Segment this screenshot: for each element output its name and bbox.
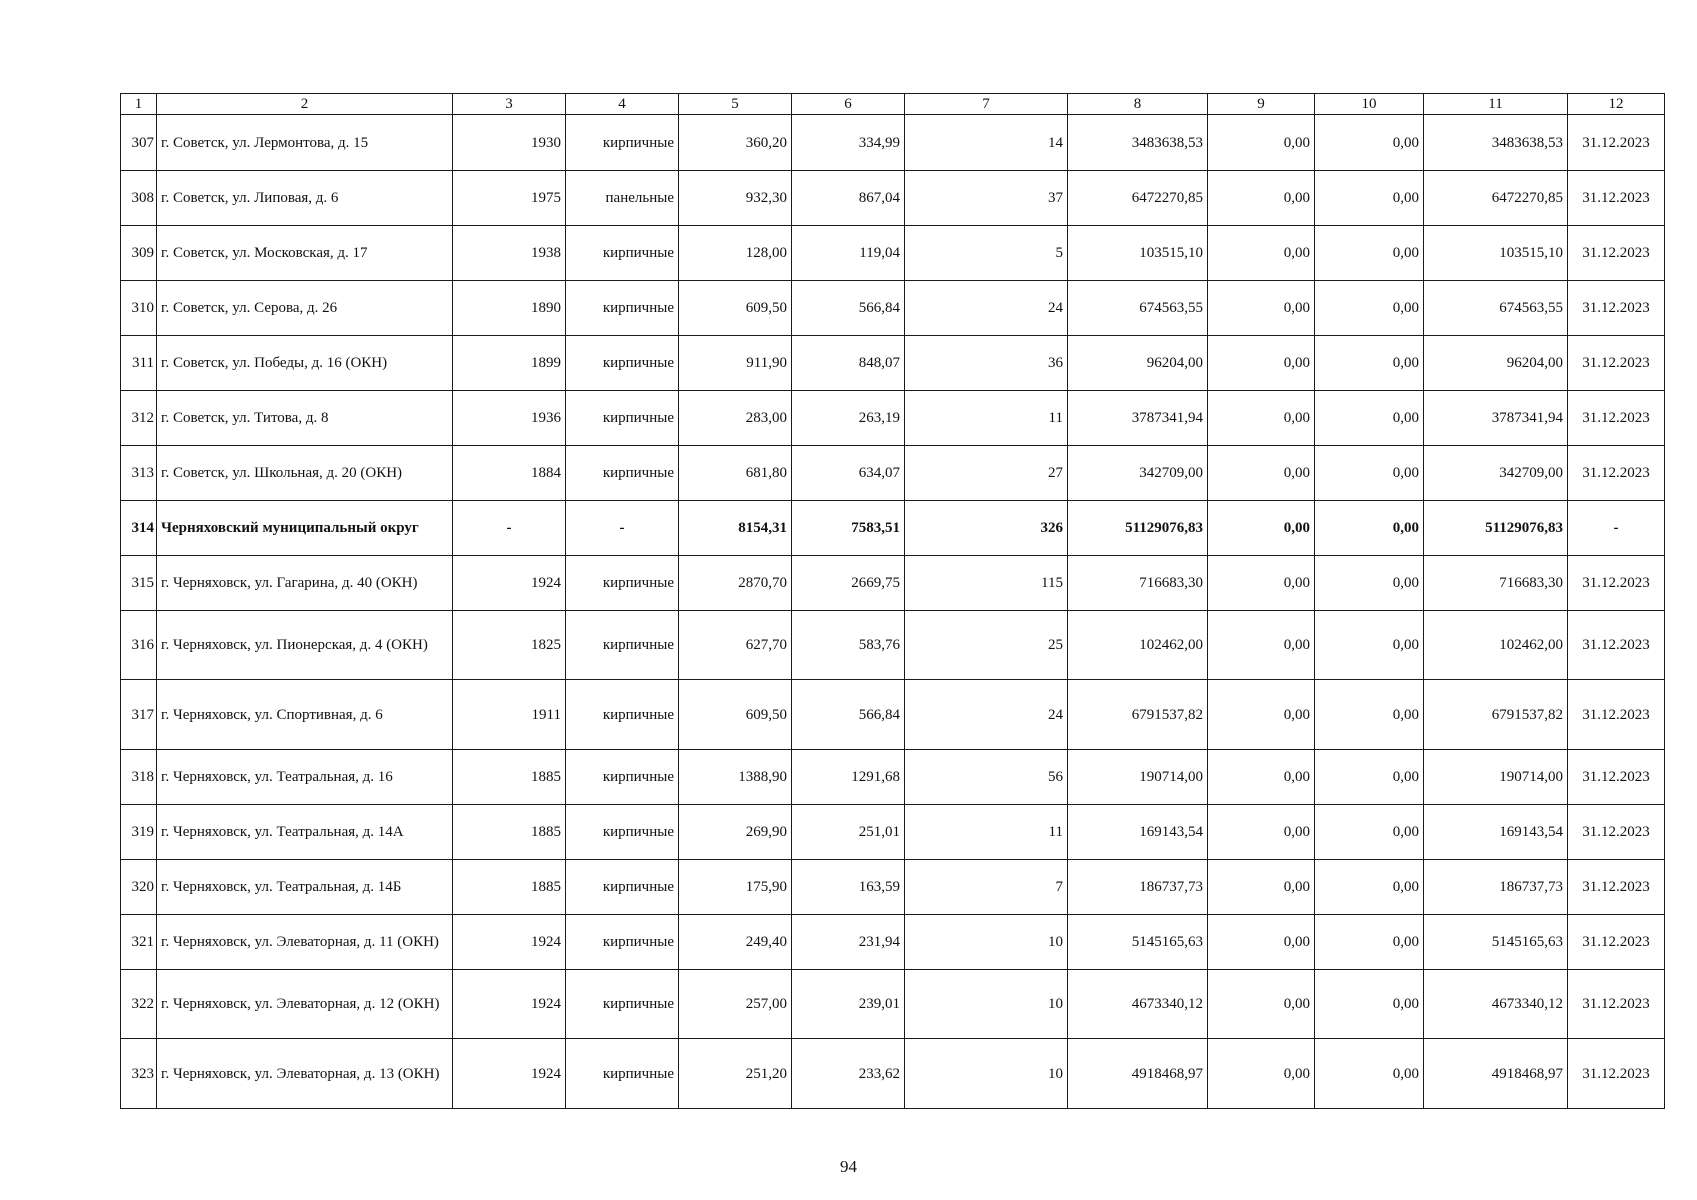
- cell-col-10: 0,00: [1315, 171, 1424, 226]
- cell-col-6: 263,19: [792, 391, 905, 446]
- cell-col-6: 239,01: [792, 970, 905, 1039]
- cell-wall-material: кирпичные: [566, 1039, 679, 1109]
- cell-col-8: 716683,30: [1068, 556, 1208, 611]
- cell-year: 1885: [453, 860, 566, 915]
- cell-col-5: 175,90: [679, 860, 792, 915]
- cell-col-12: 31.12.2023: [1568, 915, 1665, 970]
- column-header-4: 4: [566, 94, 679, 115]
- cell-wall-material: кирпичные: [566, 805, 679, 860]
- table-row: [121, 391, 1665, 446]
- cell-col-11: 102462,00: [1424, 611, 1568, 680]
- cell-col-5: 932,30: [679, 171, 792, 226]
- cell-col-6: 634,07: [792, 446, 905, 501]
- cell-col-5: 1388,90: [679, 750, 792, 805]
- cell-row-number: 313: [121, 446, 157, 501]
- cell-col-9: 0,00: [1208, 226, 1315, 281]
- cell-address: г. Советск, ул. Лермонтова, д. 15: [157, 115, 453, 171]
- cell-wall-material: кирпичные: [566, 750, 679, 805]
- cell-col-12: 31.12.2023: [1568, 680, 1665, 750]
- cell-col-9: 0,00: [1208, 750, 1315, 805]
- cell-col-11: 4673340,12: [1424, 970, 1568, 1039]
- cell-address: г. Черняховск, ул. Театральная, д. 16: [157, 750, 453, 805]
- cell-col-11: 5145165,63: [1424, 915, 1568, 970]
- cell-wall-material: кирпичные: [566, 970, 679, 1039]
- cell-year: 1938: [453, 226, 566, 281]
- cell-year: 1924: [453, 970, 566, 1039]
- cell-year: 1924: [453, 1039, 566, 1109]
- cell-col-8: 102462,00: [1068, 611, 1208, 680]
- cell-col-8: 6472270,85: [1068, 171, 1208, 226]
- cell-col-10: 0,00: [1315, 750, 1424, 805]
- cell-col-5: 609,50: [679, 281, 792, 336]
- cell-col-9: 0,00: [1208, 805, 1315, 860]
- cell-col-11: 96204,00: [1424, 336, 1568, 391]
- table-row: [121, 680, 1665, 750]
- cell-col-6: 119,04: [792, 226, 905, 281]
- cell-col-8: 103515,10: [1068, 226, 1208, 281]
- table-row: [121, 750, 1665, 805]
- cell-col-5: 2870,70: [679, 556, 792, 611]
- table-row: [121, 970, 1665, 1039]
- table-header: [121, 94, 1665, 115]
- cell-wall-material: панельные: [566, 171, 679, 226]
- cell-col-5: 249,40: [679, 915, 792, 970]
- cell-col-12: 31.12.2023: [1568, 860, 1665, 915]
- cell-col-6: 1291,68: [792, 750, 905, 805]
- cell-col-8: 5145165,63: [1068, 915, 1208, 970]
- table-row: [121, 611, 1665, 680]
- cell-row-number: 319: [121, 805, 157, 860]
- cell-row-number: 320: [121, 860, 157, 915]
- cell-address: г. Советск, ул. Победы, д. 16 (ОКН): [157, 336, 453, 391]
- cell-col-6: 334,99: [792, 115, 905, 171]
- table-row: [121, 281, 1665, 336]
- cell-col-12: 31.12.2023: [1568, 391, 1665, 446]
- cell-row-number: 312: [121, 391, 157, 446]
- cell-col-12: -: [1568, 501, 1665, 556]
- cell-col-12: 31.12.2023: [1568, 750, 1665, 805]
- cell-year: 1825: [453, 611, 566, 680]
- cell-address: г. Советск, ул. Московская, д. 17: [157, 226, 453, 281]
- cell-address: г. Черняховск, ул. Элеваторная, д. 12 (ОКН): [157, 970, 453, 1039]
- cell-col-10: 0,00: [1315, 1039, 1424, 1109]
- cell-col-11: 190714,00: [1424, 750, 1568, 805]
- cell-col-11: 674563,55: [1424, 281, 1568, 336]
- cell-row-number: 317: [121, 680, 157, 750]
- cell-col-7: 10: [905, 915, 1068, 970]
- cell-col-10: 0,00: [1315, 556, 1424, 611]
- page-number: 94: [840, 1157, 857, 1176]
- cell-col-7: 36: [905, 336, 1068, 391]
- cell-col-6: 583,76: [792, 611, 905, 680]
- cell-col-12: 31.12.2023: [1568, 556, 1665, 611]
- cell-row-number: 314: [121, 501, 157, 556]
- cell-col-7: 11: [905, 391, 1068, 446]
- cell-col-5: 128,00: [679, 226, 792, 281]
- cell-col-9: 0,00: [1208, 115, 1315, 171]
- cell-address: Черняховский муниципальный округ: [157, 501, 453, 556]
- cell-address: г. Черняховск, ул. Спортивная, д. 6: [157, 680, 453, 750]
- cell-col-5: 283,00: [679, 391, 792, 446]
- cell-row-number: 322: [121, 970, 157, 1039]
- cell-col-5: 8154,31: [679, 501, 792, 556]
- table-row: [121, 171, 1665, 226]
- cell-year: 1975: [453, 171, 566, 226]
- cell-wall-material: кирпичные: [566, 556, 679, 611]
- cell-col-5: 911,90: [679, 336, 792, 391]
- cell-year: 1936: [453, 391, 566, 446]
- cell-address: г. Черняховск, ул. Гагарина, д. 40 (ОКН): [157, 556, 453, 611]
- cell-wall-material: кирпичные: [566, 281, 679, 336]
- table-row: [121, 860, 1665, 915]
- cell-address: г. Черняховск, ул. Элеваторная, д. 13 (ОКН): [157, 1039, 453, 1109]
- cell-col-6: 233,62: [792, 1039, 905, 1109]
- cell-col-9: 0,00: [1208, 556, 1315, 611]
- header-row: [121, 94, 1665, 115]
- table-row: [121, 501, 1665, 556]
- cell-wall-material: кирпичные: [566, 915, 679, 970]
- cell-wall-material: кирпичные: [566, 115, 679, 171]
- cell-col-10: 0,00: [1315, 446, 1424, 501]
- cell-col-6: 7583,51: [792, 501, 905, 556]
- column-header-7: 7: [905, 94, 1068, 115]
- cell-col-5: 681,80: [679, 446, 792, 501]
- cell-row-number: 310: [121, 281, 157, 336]
- cell-wall-material: кирпичные: [566, 226, 679, 281]
- cell-col-5: 257,00: [679, 970, 792, 1039]
- cell-col-8: 6791537,82: [1068, 680, 1208, 750]
- cell-col-8: 96204,00: [1068, 336, 1208, 391]
- table-row: [121, 115, 1665, 171]
- cell-col-7: 11: [905, 805, 1068, 860]
- cell-year: -: [453, 501, 566, 556]
- cell-col-9: 0,00: [1208, 860, 1315, 915]
- table-body: [121, 115, 1665, 1109]
- cell-address: г. Советск, ул. Липовая, д. 6: [157, 171, 453, 226]
- cell-col-12: 31.12.2023: [1568, 336, 1665, 391]
- cell-address: г. Советск, ул. Титова, д. 8: [157, 391, 453, 446]
- cell-col-11: 169143,54: [1424, 805, 1568, 860]
- cell-col-8: 3787341,94: [1068, 391, 1208, 446]
- cell-col-9: 0,00: [1208, 501, 1315, 556]
- cell-col-10: 0,00: [1315, 680, 1424, 750]
- table-row: [121, 556, 1665, 611]
- column-header-8: 8: [1068, 94, 1208, 115]
- cell-year: 1924: [453, 556, 566, 611]
- cell-col-5: 360,20: [679, 115, 792, 171]
- cell-col-6: 867,04: [792, 171, 905, 226]
- cell-col-8: 342709,00: [1068, 446, 1208, 501]
- cell-address: г. Черняховск, ул. Элеваторная, д. 11 (ОКН): [157, 915, 453, 970]
- cell-col-9: 0,00: [1208, 680, 1315, 750]
- cell-col-10: 0,00: [1315, 915, 1424, 970]
- cell-col-9: 0,00: [1208, 970, 1315, 1039]
- cell-col-7: 115: [905, 556, 1068, 611]
- cell-col-11: 3787341,94: [1424, 391, 1568, 446]
- cell-col-8: 4673340,12: [1068, 970, 1208, 1039]
- cell-col-10: 0,00: [1315, 970, 1424, 1039]
- cell-year: 1930: [453, 115, 566, 171]
- cell-col-8: 186737,73: [1068, 860, 1208, 915]
- cell-col-11: 6472270,85: [1424, 171, 1568, 226]
- column-header-1: 1: [121, 94, 157, 115]
- table-row: [121, 226, 1665, 281]
- cell-col-7: 27: [905, 446, 1068, 501]
- column-header-6: 6: [792, 94, 905, 115]
- cell-col-10: 0,00: [1315, 501, 1424, 556]
- column-header-11: 11: [1424, 94, 1568, 115]
- cell-wall-material: кирпичные: [566, 611, 679, 680]
- cell-year: 1885: [453, 750, 566, 805]
- cell-row-number: 323: [121, 1039, 157, 1109]
- cell-wall-material: кирпичные: [566, 446, 679, 501]
- column-header-5: 5: [679, 94, 792, 115]
- cell-col-8: 4918468,97: [1068, 1039, 1208, 1109]
- cell-year: 1884: [453, 446, 566, 501]
- cell-col-7: 14: [905, 115, 1068, 171]
- cell-col-5: 609,50: [679, 680, 792, 750]
- cell-col-7: 24: [905, 680, 1068, 750]
- cell-year: 1924: [453, 915, 566, 970]
- cell-col-10: 0,00: [1315, 336, 1424, 391]
- table-row: [121, 805, 1665, 860]
- cell-col-7: 10: [905, 970, 1068, 1039]
- data-table: [120, 93, 1665, 1109]
- cell-col-12: 31.12.2023: [1568, 805, 1665, 860]
- cell-wall-material: кирпичные: [566, 391, 679, 446]
- cell-col-10: 0,00: [1315, 805, 1424, 860]
- cell-col-11: 3483638,53: [1424, 115, 1568, 171]
- cell-col-9: 0,00: [1208, 915, 1315, 970]
- column-header-9: 9: [1208, 94, 1315, 115]
- cell-col-9: 0,00: [1208, 391, 1315, 446]
- column-header-12: 12: [1568, 94, 1665, 115]
- cell-col-12: 31.12.2023: [1568, 115, 1665, 171]
- cell-col-5: 269,90: [679, 805, 792, 860]
- cell-col-7: 24: [905, 281, 1068, 336]
- cell-row-number: 315: [121, 556, 157, 611]
- cell-wall-material: -: [566, 501, 679, 556]
- cell-col-11: 4918468,97: [1424, 1039, 1568, 1109]
- cell-col-6: 848,07: [792, 336, 905, 391]
- cell-col-7: 7: [905, 860, 1068, 915]
- cell-col-11: 186737,73: [1424, 860, 1568, 915]
- cell-col-5: 627,70: [679, 611, 792, 680]
- column-header-2: 2: [157, 94, 453, 115]
- cell-col-11: 6791537,82: [1424, 680, 1568, 750]
- cell-row-number: 316: [121, 611, 157, 680]
- cell-col-12: 31.12.2023: [1568, 171, 1665, 226]
- cell-col-6: 566,84: [792, 281, 905, 336]
- cell-row-number: 318: [121, 750, 157, 805]
- cell-wall-material: кирпичные: [566, 680, 679, 750]
- cell-address: г. Советск, ул. Серова, д. 26: [157, 281, 453, 336]
- column-header-3: 3: [453, 94, 566, 115]
- cell-col-6: 251,01: [792, 805, 905, 860]
- cell-col-10: 0,00: [1315, 860, 1424, 915]
- cell-wall-material: кирпичные: [566, 860, 679, 915]
- cell-col-10: 0,00: [1315, 281, 1424, 336]
- table-row: [121, 915, 1665, 970]
- cell-col-10: 0,00: [1315, 391, 1424, 446]
- cell-row-number: 311: [121, 336, 157, 391]
- cell-col-11: 103515,10: [1424, 226, 1568, 281]
- cell-col-11: 51129076,83: [1424, 501, 1568, 556]
- cell-col-8: 3483638,53: [1068, 115, 1208, 171]
- cell-col-12: 31.12.2023: [1568, 611, 1665, 680]
- cell-col-6: 2669,75: [792, 556, 905, 611]
- cell-col-12: 31.12.2023: [1568, 226, 1665, 281]
- cell-col-9: 0,00: [1208, 281, 1315, 336]
- cell-address: г. Черняховск, ул. Театральная, д. 14А: [157, 805, 453, 860]
- cell-col-7: 37: [905, 171, 1068, 226]
- cell-col-6: 566,84: [792, 680, 905, 750]
- cell-col-7: 326: [905, 501, 1068, 556]
- cell-col-10: 0,00: [1315, 611, 1424, 680]
- cell-col-9: 0,00: [1208, 446, 1315, 501]
- cell-year: 1890: [453, 281, 566, 336]
- cell-col-9: 0,00: [1208, 1039, 1315, 1109]
- cell-col-6: 231,94: [792, 915, 905, 970]
- cell-col-7: 25: [905, 611, 1068, 680]
- cell-row-number: 307: [121, 115, 157, 171]
- cell-col-12: 31.12.2023: [1568, 970, 1665, 1039]
- cell-col-5: 251,20: [679, 1039, 792, 1109]
- cell-col-7: 5: [905, 226, 1068, 281]
- cell-col-7: 56: [905, 750, 1068, 805]
- cell-col-9: 0,00: [1208, 336, 1315, 391]
- table-row: [121, 336, 1665, 391]
- cell-col-8: 674563,55: [1068, 281, 1208, 336]
- table-row: [121, 446, 1665, 501]
- cell-address: г. Советск, ул. Школьная, д. 20 (ОКН): [157, 446, 453, 501]
- cell-col-6: 163,59: [792, 860, 905, 915]
- cell-row-number: 308: [121, 171, 157, 226]
- cell-col-12: 31.12.2023: [1568, 1039, 1665, 1109]
- cell-col-11: 716683,30: [1424, 556, 1568, 611]
- cell-col-12: 31.12.2023: [1568, 281, 1665, 336]
- table-row: [121, 1039, 1665, 1109]
- cell-col-8: 190714,00: [1068, 750, 1208, 805]
- cell-col-9: 0,00: [1208, 611, 1315, 680]
- cell-col-9: 0,00: [1208, 171, 1315, 226]
- cell-col-8: 169143,54: [1068, 805, 1208, 860]
- cell-col-8: 51129076,83: [1068, 501, 1208, 556]
- cell-year: 1911: [453, 680, 566, 750]
- cell-row-number: 321: [121, 915, 157, 970]
- cell-year: 1885: [453, 805, 566, 860]
- cell-wall-material: кирпичные: [566, 336, 679, 391]
- cell-address: г. Черняховск, ул. Пионерская, д. 4 (ОКН): [157, 611, 453, 680]
- cell-address: г. Черняховск, ул. Театральная, д. 14Б: [157, 860, 453, 915]
- cell-year: 1899: [453, 336, 566, 391]
- column-header-10: 10: [1315, 94, 1424, 115]
- cell-col-11: 342709,00: [1424, 446, 1568, 501]
- cell-row-number: 309: [121, 226, 157, 281]
- cell-col-7: 10: [905, 1039, 1068, 1109]
- cell-col-10: 0,00: [1315, 115, 1424, 171]
- cell-col-12: 31.12.2023: [1568, 446, 1665, 501]
- cell-col-10: 0,00: [1315, 226, 1424, 281]
